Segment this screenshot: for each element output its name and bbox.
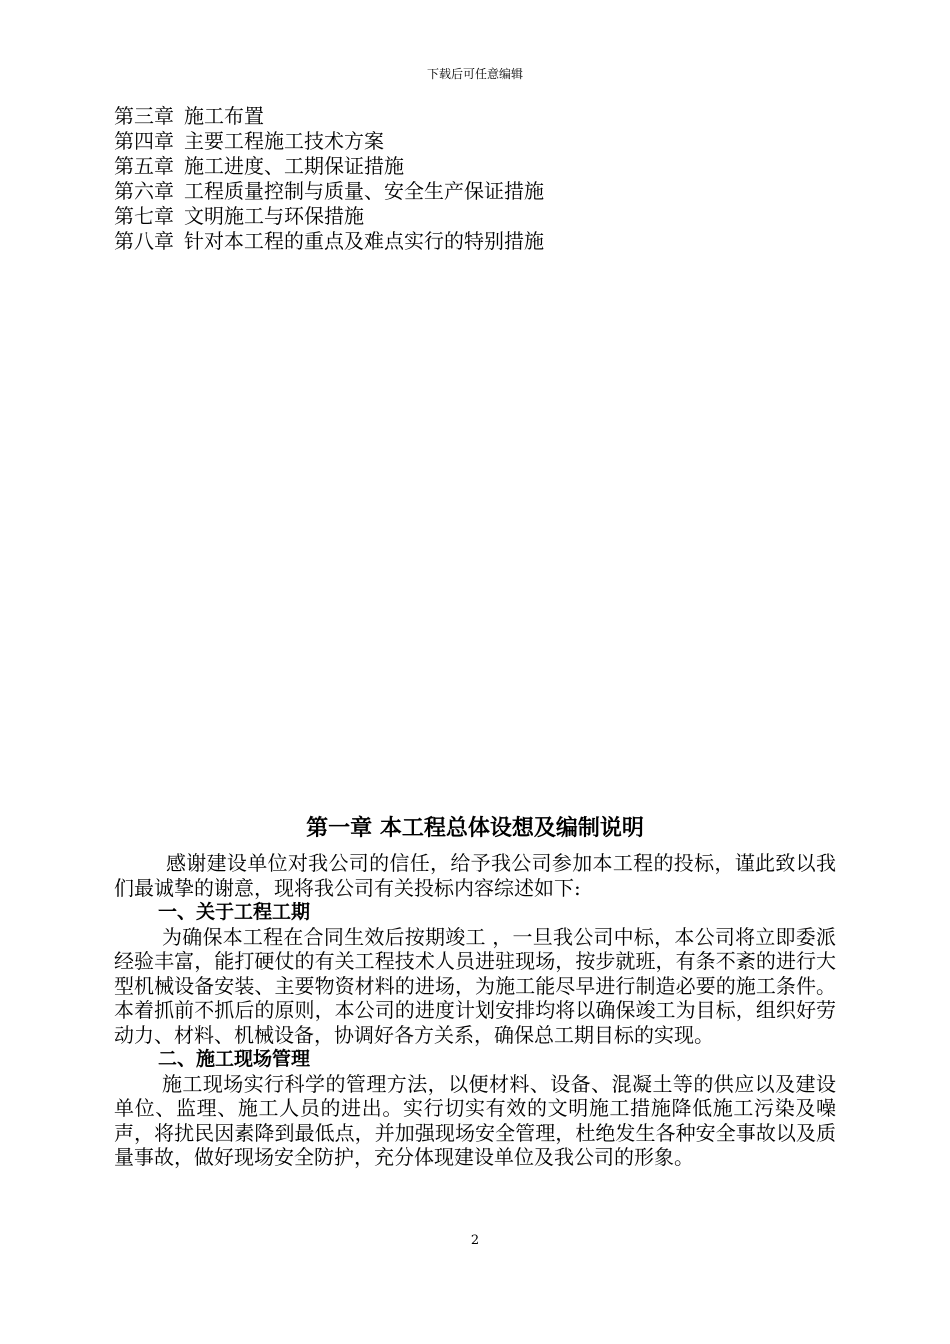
toc-item-title: 文明施工与环保措施 xyxy=(184,204,364,228)
header-note: 下载后可任意编辑 xyxy=(426,67,523,81)
toc-item-chapter-8 xyxy=(114,229,834,254)
intro-paragraph: 感谢建设单位对我公司的信任，给予我公司参加本工程的投标，谨此致以我们最诚挚的谢意，现将我公司有关投标内容综述如下: xyxy=(114,851,836,900)
toc-item-chapter-3 xyxy=(114,104,834,129)
toc-item-chapter-7 xyxy=(114,204,834,229)
toc-item-number: 第八章 xyxy=(114,229,174,253)
section-paragraph-site-management: 施工现场实行科学的管理方法，以便材料、设备、混凝土等的供应以及建设单位、监理、施工人员的进出。实行切实有效的文明施工措施降低施工污染及噪声，将扰民因素降到最低点，并加强现场安全管理，杜绝发生各种安全事故以及质量事故，做好现场安全防护，充分体现建设单位及我公司的形象。 xyxy=(114,1071,836,1169)
toc-item-number: 第六章 xyxy=(114,179,174,203)
section-heading-site-management: 二、施工现场管理 xyxy=(158,1048,311,1070)
toc-item-chapter-6 xyxy=(114,179,834,204)
toc-item-chapter-5 xyxy=(114,154,834,179)
toc-item-number: 第三章 xyxy=(114,104,174,128)
chapter-title: 第一章 本工程总体设想及编制说明 xyxy=(306,816,644,841)
section-heading-schedule: 一、关于工程工期 xyxy=(158,901,311,923)
table-of-contents xyxy=(114,104,834,254)
chapter-body xyxy=(114,851,836,1170)
toc-item-title: 针对本工程的重点及难点实行的特别措施 xyxy=(184,229,544,253)
toc-item-title: 主要工程施工技术方案 xyxy=(184,129,384,153)
page-number: 2 xyxy=(470,1233,480,1248)
toc-item-number: 第四章 xyxy=(114,129,174,153)
toc-item-title: 施工布置 xyxy=(184,104,264,128)
toc-item-number: 第七章 xyxy=(114,204,174,228)
toc-item-number: 第五章 xyxy=(114,154,174,178)
toc-item-title: 工程质量控制与质量、安全生产保证措施 xyxy=(184,179,544,203)
toc-item-title: 施工进度、工期保证措施 xyxy=(184,154,404,178)
toc-item-chapter-4 xyxy=(114,129,834,154)
section-paragraph-schedule: 为确保本工程在合同生效后按期竣工 ，一旦我公司中标，本公司将立即委派经验丰富，能打硬仗的有关工程技术人员进驻现场，按步就班，有条不紊的进行大型机械设备安装、主要物资材料的进场，为施工能尽早进行制造必要的施工条件。本着抓前不抓后的原则，本公司的进度计划安排均将以确保竣工为目标，组织好劳动力、材料、机械设备，协调好各方关系，确保总工期目标的实现。 xyxy=(114,924,836,1047)
